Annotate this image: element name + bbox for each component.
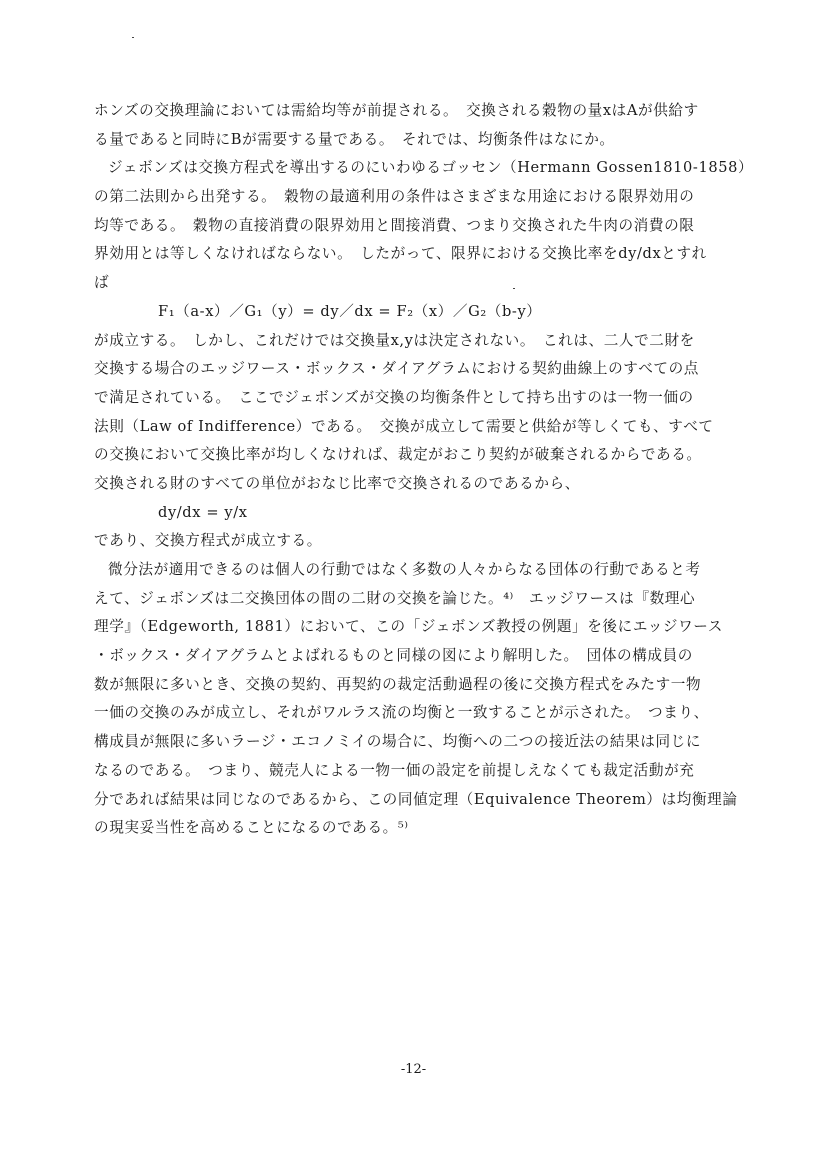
scan-speck: [132, 37, 134, 38]
text-line: 数が無限に多いとき、交換の契約、再契約の裁定活動過程の後に交換方程式をみたす一物: [94, 675, 702, 693]
text-line: 微分法が適用できるのは個人の行動ではなく多数の人々からなる団体の行動であると考: [108, 561, 701, 578]
text-line: る量であると同時にBが需要する量である。 それでは、均衡条件はなにか。: [94, 130, 615, 148]
text-line: で満足されている。 ここでジェボンズが交換の均衡条件として持ち出すのは一物一価の: [94, 388, 694, 406]
page-number: -12-: [400, 1062, 427, 1077]
text-line: 構成員が無限に多いラージ・エコノミイの場合に、均衡への二つの接近法の結果は同じに: [94, 733, 702, 751]
text-line: なるのである。 つまり、競売人による一物一価の設定を前提しえなくても裁定活動が充: [94, 761, 695, 779]
text-line: ば: [94, 274, 110, 292]
text-line: 交換する場合のエッジワース・ボックス・ダイアグラムにおける契約曲線上のすべての点: [94, 360, 699, 378]
equation-line: dy/dx = y/x: [158, 503, 248, 521]
text-line: えて、ジェボンズは二交換団体の間の二財の交換を論じた。⁴⁾ エッジワースは『数理心: [94, 589, 696, 607]
text-line: ・ボックス・ダイアグラムとよばれるものと同様の図により解明した。 団体の構成員の: [94, 647, 693, 665]
text-line: 分であれば結果は同じなのであるから、この同値定理（Equivalence Theorem）は均衡理論: [94, 790, 738, 808]
equation-line: F₁（a-x）／G₁（y）= dy／dx = F₂（x）／G₂（b-y）: [158, 302, 542, 320]
text-line: 法則（Law of Indifference）である。 交換が成立して需要と供給が等しくても、すべて: [94, 417, 714, 435]
text-line: 一価の交換のみが成立し、それがワルラス流の均衡と一致することが示された。 つまり、: [94, 704, 709, 722]
text-line: 界効用とは等しくなければならない。 したがって、限界における交換比率をdy/dxとすれ: [94, 245, 707, 263]
text-line: の現実妥当性を高めることになるのである。⁵⁾: [94, 819, 409, 837]
text-line: 理学』（Edgeworth, 1881）において、この「ジェボンズ教授の例題」を後にエッジワース: [94, 618, 723, 636]
text-line: 均等である。 穀物の直接消費の限界効用と間接消費、つまり交換された牛肉の消費の限: [94, 216, 695, 234]
text-line: が成立する。 しかし、これだけでは交換量x,yは決定されない。 これは、二人で二財を: [94, 331, 695, 349]
text-line: ホンズの交換理論においては需給均等が前提される。 交換される穀物の量xはAが供給す: [94, 102, 699, 119]
text-line: の第二法則から出発する。 穀物の最適利用の条件はさまざまな用途における限界効用の: [94, 188, 695, 206]
text-line: ジェボンズは交換方程式を導出するのにいわゆるゴッセン（Hermann Gossen1810-1858）: [108, 159, 754, 177]
text-line: であり、交換方程式が成立する。: [94, 532, 322, 550]
text-line: 交換される財のすべての単位がおなじ比率で交換されるのであるから、: [94, 474, 580, 492]
text-line: の交換において交換比率が均しくなければ、裁定がおこり契約が破棄されるからである。: [94, 446, 702, 464]
body-text: [94, 97, 779, 843]
